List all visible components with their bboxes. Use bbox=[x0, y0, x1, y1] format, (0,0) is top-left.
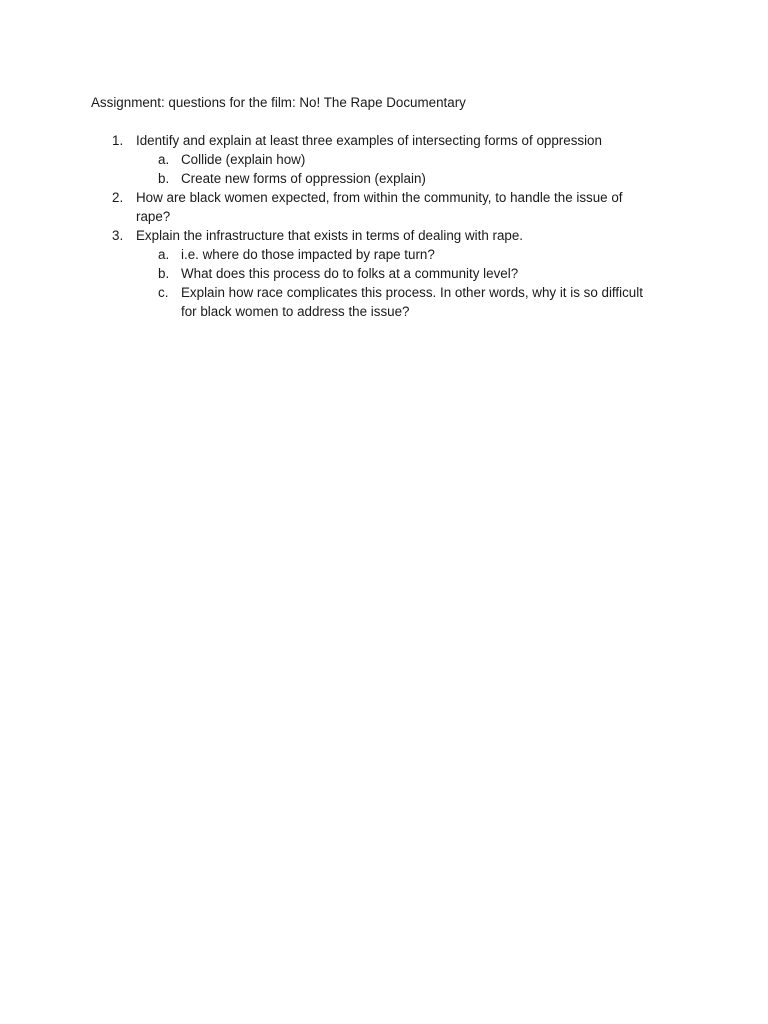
sub-item-text: i.e. where do those impacted by rape turn? bbox=[181, 247, 435, 262]
sub-item-text: Collide (explain how) bbox=[181, 152, 306, 167]
sub-item-text: Create new forms of oppression (explain) bbox=[181, 171, 426, 186]
sub-item-letter: a. bbox=[158, 152, 170, 167]
question-item bbox=[0, 226, 656, 245]
question-item bbox=[0, 131, 656, 150]
question-number: 1. bbox=[112, 133, 124, 148]
sub-item bbox=[0, 283, 661, 321]
question-number: 3. bbox=[112, 228, 124, 243]
sub-item-letter: b. bbox=[158, 171, 170, 186]
question-text: Explain the infrastructure that exists in terms of dealing with rape. bbox=[136, 228, 524, 243]
sub-item-letter: a. bbox=[158, 247, 170, 262]
sub-item bbox=[0, 169, 661, 188]
question-number: 2. bbox=[112, 190, 124, 205]
question-list bbox=[0, 131, 768, 321]
question-text: How are black women expected, from within the community, to handle the issue of rape? bbox=[136, 190, 623, 224]
sub-item bbox=[0, 245, 661, 264]
question-item bbox=[0, 188, 656, 226]
sub-item-letter: c. bbox=[158, 285, 169, 300]
sub-item-text: What does this process do to folks at a community level? bbox=[181, 266, 519, 281]
sub-item bbox=[0, 150, 661, 169]
sub-item bbox=[0, 264, 661, 283]
sub-item-text: Explain how race complicates this process. In other words, why it is so difficult for black women to address the issue? bbox=[181, 285, 643, 319]
document-title: Assignment: questions for the film: No! The Rape Documentary bbox=[91, 95, 466, 110]
sub-item-letter: b. bbox=[158, 266, 170, 281]
question-text: Identify and explain at least three examples of intersecting forms of oppression bbox=[136, 133, 602, 148]
